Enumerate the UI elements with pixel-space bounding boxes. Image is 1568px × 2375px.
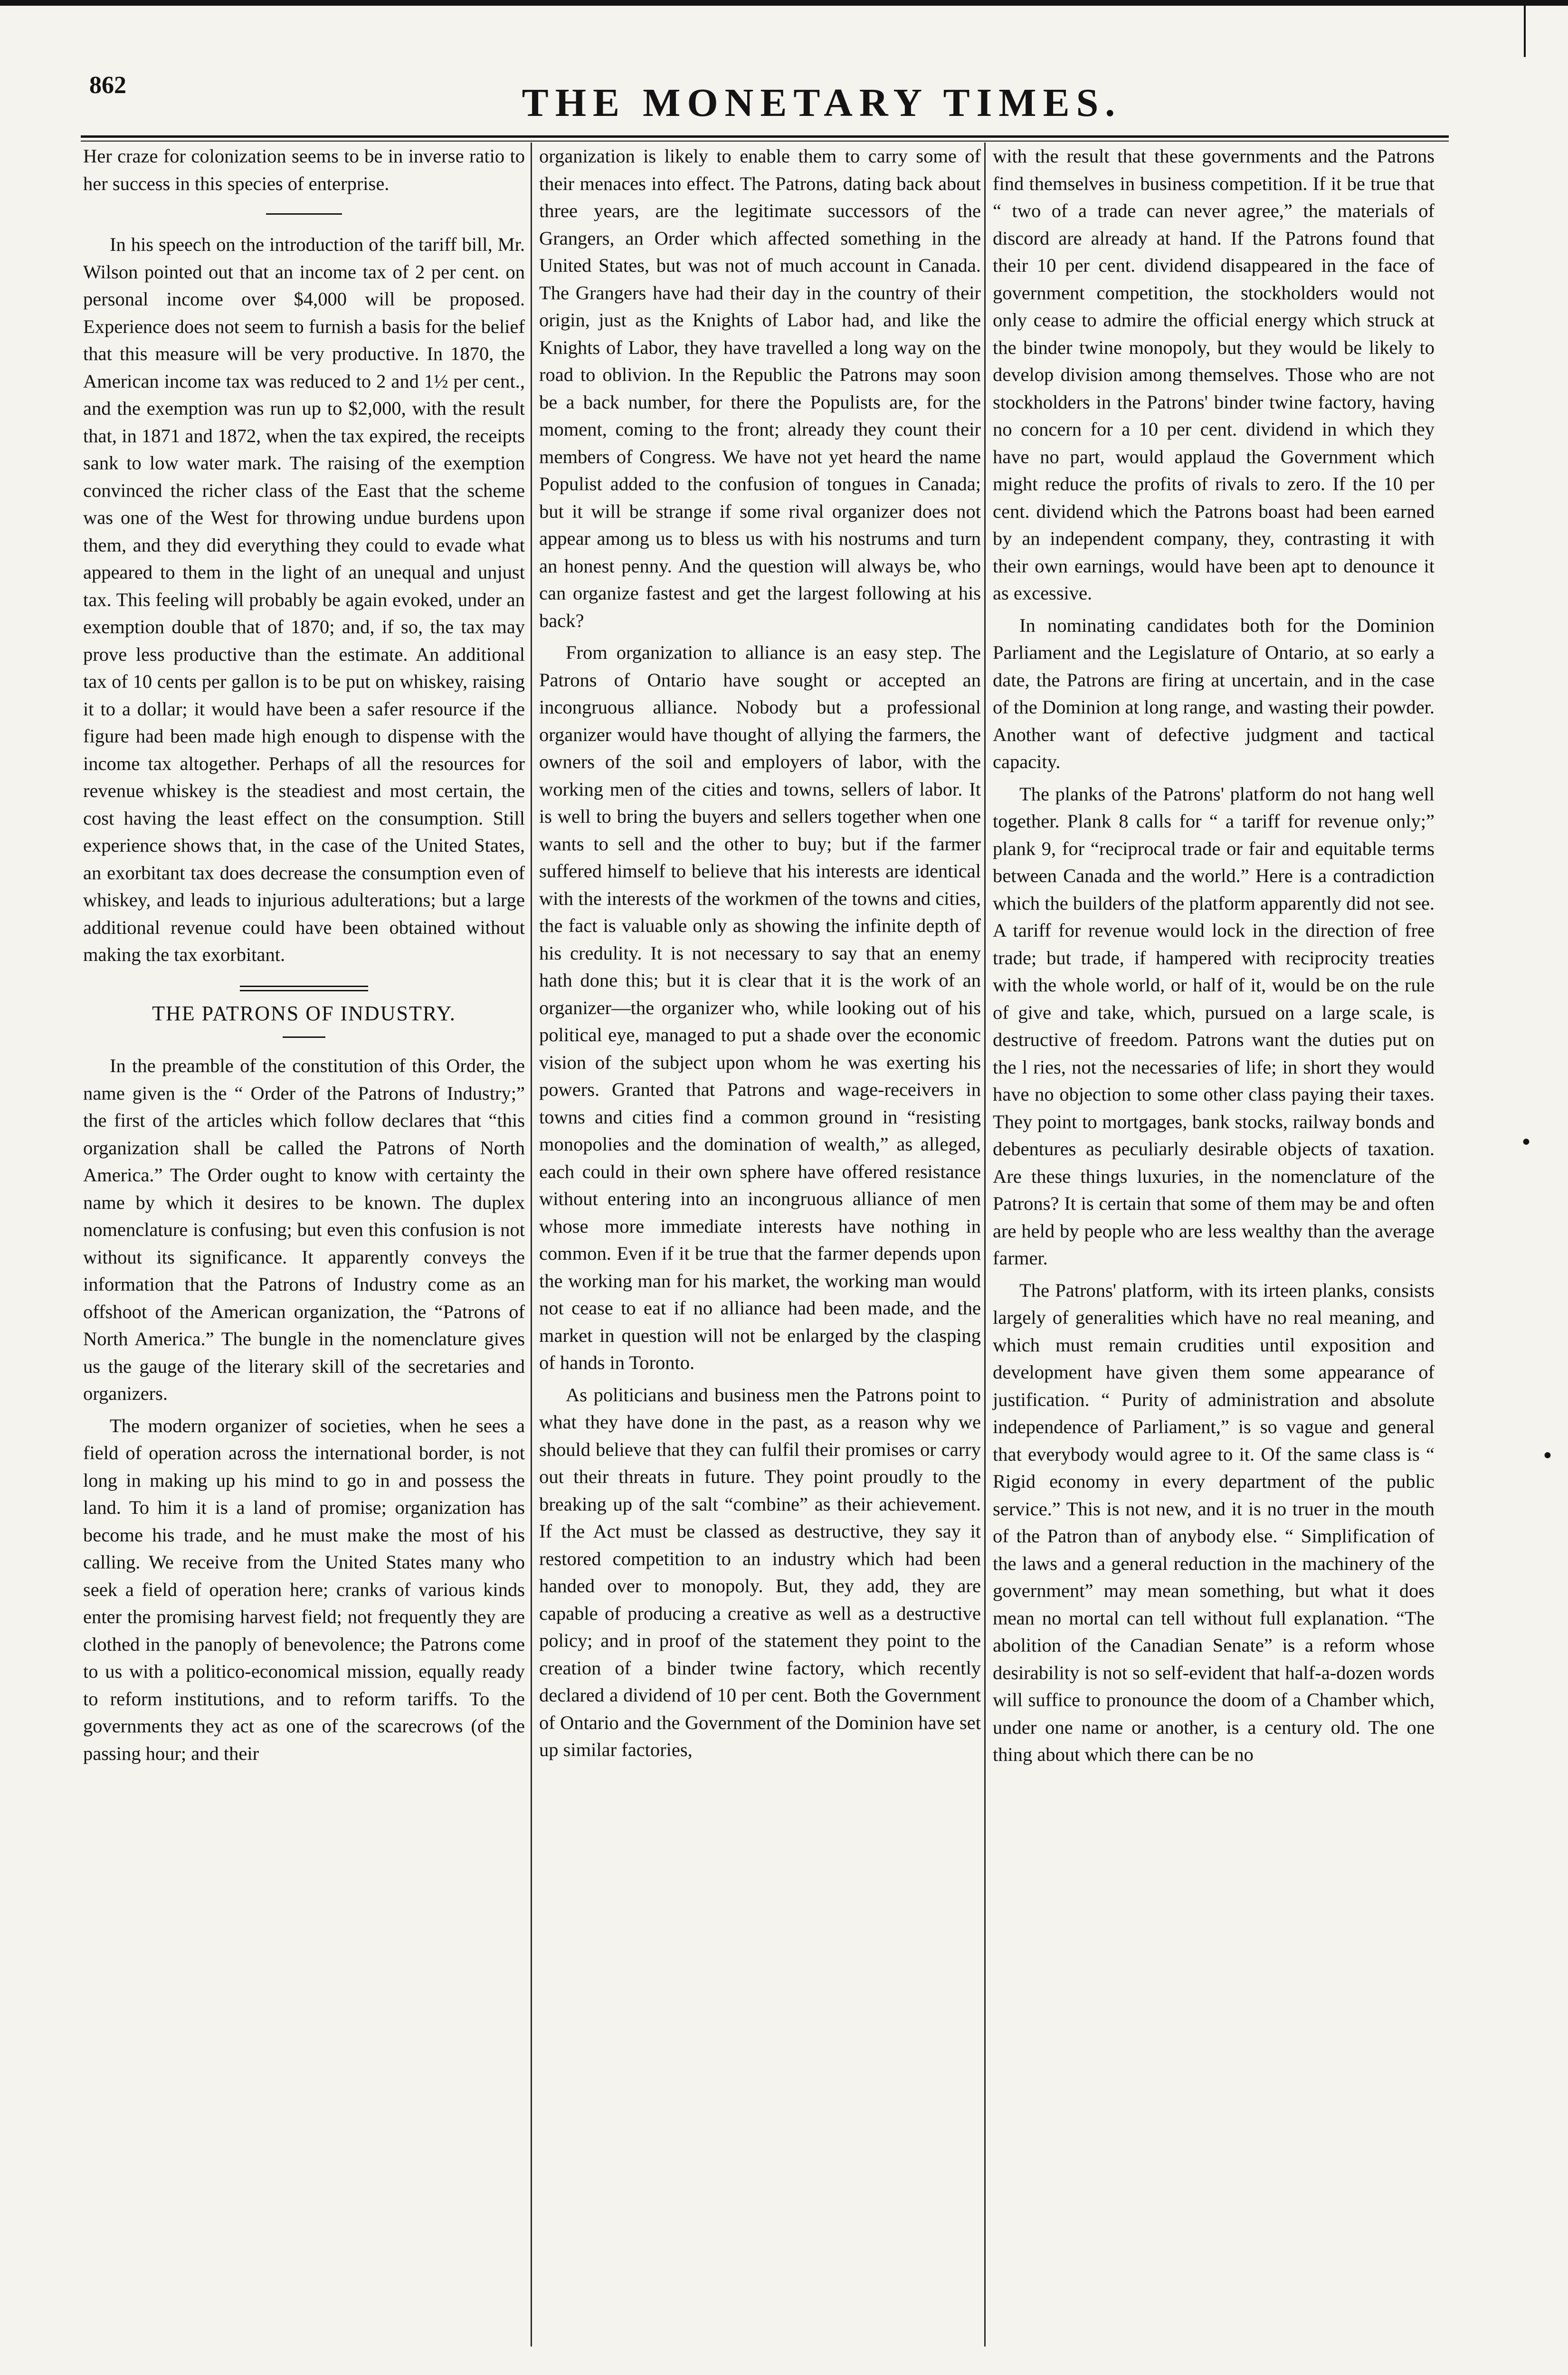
column-2 [539,142,981,1768]
column-divider [531,142,532,2346]
paragraph: From organization to alliance is an easy step. The Patrons of Ontario have sought or accepted an incongruous alliance. Nobody but a professional organizer would have thought of allying the farmers, the owners of the soil and employers of labor, with the working men of the cities and towns, sellers of labor. It is well to bring the buyers and sellers together when one wants to sell and the other to buy; but if the farmer suffered himself to believe that his interests are identical with the interests of the workmen of the towns and cities, the fact is valuable only as showing the infinite depth of his credulity. It is not necessary to say that an enemy hath done this; but it is clear that it is the work of an organizer—the organizer who, while looking out of his political eye, managed to put a shade over the economic vision of the subject upon whom he was exerting his powers. Granted that Patrons and wage-receivers in towns and cities find a common ground in “resisting monopolies and the domination of wealth,” as alleged, each could in their own sphere have offered resistance without entering into an incongruous alliance of men whose more immediate interests have nothing in common. Even if it be true that the farmer depends upon the working man for his market, the working man would not cease to eat if no alliance had been made, and the market in question will not be enlarged by the clasping of hands in Toronto. [539,642,981,1373]
paragraph: As politicians and business men the Patrons point to what they have done in the past, as a reason why we should believe that they can fulfil their promises or carry out their threats in future. They point proudly to the breaking up of the salt “combine” as their achievement. If the Act must be classed as destructive, they say it restored competition to an industry which had been handed over to monopoly. But, they add, they are capable of producing a creative as well as a destructive policy; and in proof of the statement they point to the creation of a binder twine factory, which recently declared a dividend of 10 per cent. Both the Government of Ontario and the Government of the Dominion have set up similar factories, [539,1384,981,1760]
paragraph: organization is likely to enable them to carry some of their menaces into effect. The Patrons, dating back about three years, are the legitimate successors of the Grangers, an Order which affected something in the United States, but was not of much account in Canada. The Grangers have had their day in the country of their origin, just as the Knights of Labor had, and like the Knights of Labor, they have travelled a long way on the road to oblivion. In the Republic the Patrons may soon be a back number, for there the Populists are, for the moment, coming to the front; already they count their members of Congress. We have not yet heard the name Populist added to the confusion of tongues in Canada; but it will be strange if some rival organizer does not appear among us to bless us with his nostrums and turn an honest penny. And the question will always be, who can organize fastest and get the largest following at his back? [539,145,981,631]
binding-line [1524,0,1526,57]
paragraph: with the result that these governments and the Patrons find themselves in business competition. If it be true that “ two of a trade can never agree,” the materials of discord are already at hand. If the Patrons found that their 10 per cent. dividend disappeared in the face of government competition, the stockholders would not only cease to admire the official energy which struck at the binder twine monopoly, but they would be likely to develop division among themselves. Those who are not stockholders in the Patrons' binder twine factory, having no concern for a 10 per cent. dividend in which they have no part, would applaud the Government which might reduce the profits of rivals to zero. If the 10 per cent. dividend which the Patrons boast had been earned by an independent company, they, contrasting it with their own earnings, would have been apt to denounce it as excessive. [993,145,1435,604]
margin-mark: • [1541,1444,1554,1468]
paragraph: In his speech on the introduction of the tariff bill, Mr. Wilson pointed out that an income tax of 2 per cent. on personal income over $4,000 will be proposed. Experience does not seem to furnish a basis for the belief that this measure will be very productive. In 1870, the American income tax was reduced to 2 and 1½ per cent., and the exemption was run up to $2,000, with the result that, in 1871 and 1872, when the tax expired, the receipts sank to low water mark. The raising of the exemption convinced the richer class of the East that the scheme was one of the West for throwing undue burdens upon them, and they did everything they could to evade what appeared to them in the light of an unequal and unjust tax. This feeling will probably be again evoked, under an exemption double that of 1870; and, if so, the tax may prove less productive than the estimate. An additional tax of 10 cents per gallon is to be put on whiskey, raising it to a dollar; it would have been a safer resource if the figure had been made high enough to dispense with the income tax altogether. Perhaps of all the resources for revenue whiskey is the steadiest and most certain, the cost having the least effect on the consumption. Still experience shows that, in the case of the United States, an exorbitant tax does decrease the consumption even of whiskey, and leads to injurious adulterations; but a large additional revenue could have been obtained without making the tax exorbitant. [83,234,525,965]
header-rule-thin [81,141,1449,142]
heading-rule [240,986,368,991]
paragraph: Her craze for colonization seems to be in inverse ratio to her success in this species of enterprise. [83,145,525,194]
section-divider [266,213,342,215]
top-border [0,0,1568,6]
article-heading: THE PATRONS OF INDUSTRY. [152,1001,456,1025]
paragraph: The Patrons' platform, with its irteen planks, consists largely of generalities which have no real meaning, and which must remain crudities until exposition and development have given them some appearance of justification. “ Purity of administration and absolute independence of Parliament,” is so vague and general that everybody would agree to it. Of the same class is “ Rigid economy in every department of the public service.” This is not new, and it is no truer in the mouth of the Patron than of anybody else. “ Simplification of the laws and a general reduction in the machinery of the government” may mean something, but what it does mean no mortal can tell without full explanation. “The abolition of the Canadian Senate” is a reform whose desirability is not so self-evident that half-a-dozen words will suffice to pronounce the doom of a Chamber which, under one name or another, is a century old. The one thing about which there can be no [993,1279,1435,1765]
paragraph: In the preamble of the constitution of this Order, the name given is the “ Order of the Patrons of Industry;” the first of the articles which follow declares that “this organization shall be called the Patrons of North America.” The Order ought to know with certainty the name by which it desires to be known. The duplex nomenclature is confusing; but even this confusion is not without its significance. It apparently conveys the information that the Patrons of Industry come as an offshoot of the American organization, the “Patrons of North America.” The bungle in the nomenclature gives us the gauge of the literary skill of the secretaries and organizers. [83,1055,525,1404]
margin-mark: • [1520,1130,1532,1155]
header-rule [81,135,1449,138]
column-divider [984,142,986,2346]
paragraph: The planks of the Patrons' platform do not hang well together. Plank 8 calls for “ a tariff for revenue only;” plank 9, for “reciprocal trade or fair and equitable terms between Canada and the world.” Here is a contradiction which the builders of the platform apparently did not see. A tariff for revenue would lock in the direction of free trade; but trade, if hampered with reciprocity treaties with the whole world, or half of it, would be on the rule of give and take, which, pursued on a large scale, is destructive of freedom. Patrons want the duties put on the l ries, not the necessaries of life; in short they would have no objection to some other class paying their taxes. They point to mortgages, bank stocks, railway bonds and debentures as peculiarly desirable objects of taxation. Are these things luxuries, in the nomenclature of the Patrons? It is certain that some of them may be and often are held by people who are less wealthy than the average farmer. [993,783,1435,1269]
column-1 [83,142,525,1772]
publication-title: THE MONETARY TIMES. [522,81,1122,125]
paragraph: In nominating candidates both for the Dominion Parliament and the Legislature of Ontario, at so early a date, the Patrons are firing at uncertain, and in the case of the Dominion at long range, and wasting their powder. Another want of defective judgment and tactical capacity. [993,614,1435,772]
paragraph: The modern organizer of societies, when he sees a field of operation across the international border, is not long in making up his mind to go in and possess the land. To him it is a land of promise; organization has become his trade, and he must make the most of his calling. We receive from the United States many who seek a field of operation here; cranks of various kinds enter the promising harvest field; not frequently they are clothed in the panoply of benevolence; the Patrons come to us with a politico-economical mission, equally ready to reform institutions, and to reform tariffs. To the governments they act as one of the scarecrows (of the passing hour; and their [83,1415,525,1764]
column-3 [993,142,1435,1773]
heading-divider [283,1036,325,1038]
page-number: 862 [89,72,126,99]
